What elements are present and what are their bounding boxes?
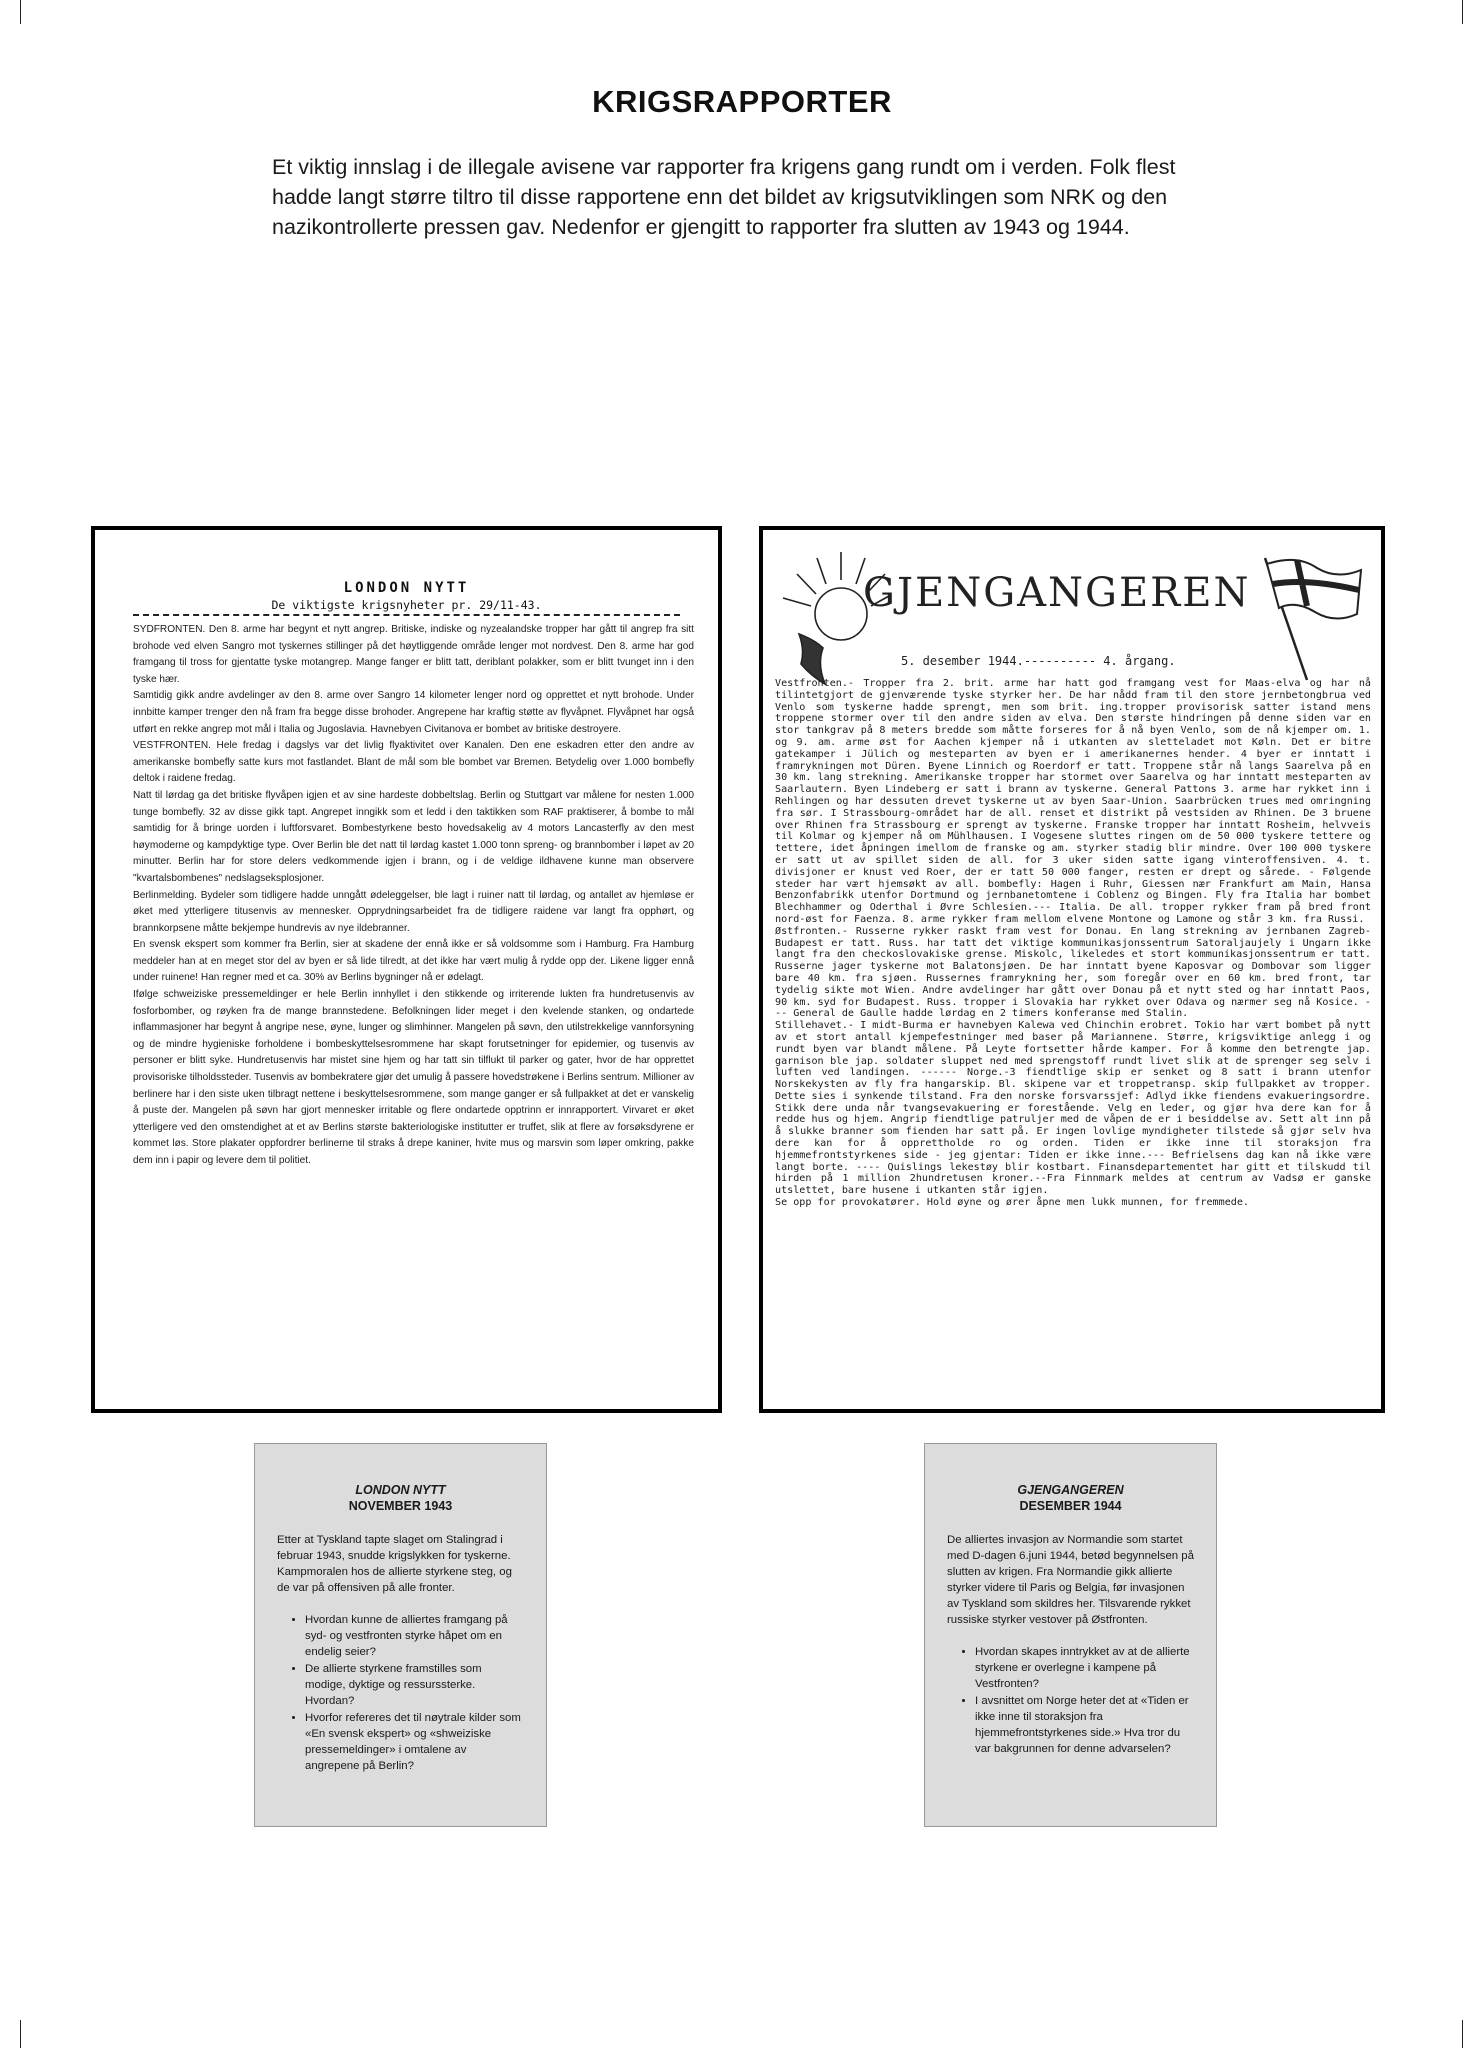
crop-mark-top-right [1462,0,1463,24]
gjengangeren-masthead: GJENGANGEREN [863,570,1251,616]
london-nytt-subtitle: De viktigste krigsnyheter pr. 29/11-43. [271,598,542,612]
gjengangeren-caption-box [924,1443,1217,1827]
question-list [947,1644,1194,1757]
crop-mark-bottom-left [20,2020,21,2048]
intro-paragraph: Et viktig innslag i de illegale avisene var rapporter fra krigens gang rundt om i verden. Folk flest hadde langt større tiltro til disse rapportene enn det bildet av krigsutviklingen som NRK og den nazikontrollerte pressen gav. Nedenfor er gjengitt to rapporter fra slutten av 1943 og 1944. [272,155,1176,239]
question-item: • Hvordan kunne de alliertes framgang på syd- og vestfronten styrke håpet om en endelig seier? [305,1612,524,1660]
london-nytt-scan [91,526,722,1413]
london-nytt-caption-box [254,1443,547,1827]
gjengangeren-body: Vestfronten.- Tropper fra 2. brit. arme har hatt god framgang vest for Maas-elva og har nå tilintetgjort de gjenværende tyske styrker her. De har nådd fram til den store jernbetongbrua ved Venlo som tyskerne hadde sprengt, men som brit. ing.tropper provisorisk satter istand mens troppene stormer over til den andre siden av elva. Den største hindringen på denne siden var en stor tankgrav på 8 meters bredde som måtte forseres for å nå byen Venlo, som de nå kjemper om. 1. og 9. am. arme øst for Aachen kjemper nå i utkanten av sletteladet mot Køln. Det er bitre gatekamper i Jülich og mesteparten av byen er i amerikanernes hender. 4 byer er inntatt i framrykningen mot Düren. Byene Linnich og Roerdorf er tatt. Troppene står nå langs Saarelva på en 30 km. lang strekning. Amerikanske tropper har stormet over Saarelva og har inntatt mesteparten av Saarlautern. Byen Lindeberg er satt i brann av tyskerne. General Pattons 3. arme har rykket inn i Rehlingen og har dessuten drevet tyskerne ut av byen Saar-Union. Saarbrücken trues med omringning fra sør. I Strassbourg-området har de all. renset et distrikt på vestsiden av Rhinen. De 3 bruene over Rhinen fra Strassbourg er sprengt av tyskerne. Franske tropper har inntatt Rosheim, helvveis til Kolmar og kjemper nå om Mühlhausen. I Vogesene sluttes ringen om de 50 000 tyskere tettere og tettere, idet åpningen imellom de franske og am. styrker stadig blir mindre. Over 100 000 tyskere er satt ut av spillet siden de all. for 3 uker siden satte igang vinteroffensiven. 4. t. divisjoner er knust ved Roer, der er tatt 50 000 fanger, resten er drept og sårede. - Følgende steder har vært hjemsøkt av all. bombefly: Hagen i Ruhr, Giessen nær Frankfurt am Main, Hansa Benzonfabrikk utenfor Dortmund og jernbanetomtene i Coblenz og Bingen. Fly fra Italia har bombet Blechhammer og Oderthal i Øvre Schlesien.--- Italia. De all. tropper rykker fram på bred front nord-øst for Faenza. 8. arme rykker fram mellom elvene Montone og Lamone og står 3 km. fra Russi. Østfronten.- Russerne rykker raskt fram vest for Donau. En lang strekning av jernbanen Zagreb-Budapest er tatt. Russ. har tatt det viktige kommunikasjonssentrum Satoraljaujely i Ungarn ikke langt fra den checkoslovakiske grense. Miskolc, likeledes et stort kommunikasjonssentrum er tatt. Russerne jager tyskerne mot Balatonsjøen. De har inntatt byene Kaposvar og Dombovar som ligger bare 40 km. fra sjøen. Russernes framrykning her, som foregår over en 60 km. bred front, tar tydelig sikte mot Wien. Andre avdelinger har gått over Donau på et nytt sted og har inntatt Paos, 90 km. syd for Budapest. Russ. tropper i Slovakia har rykket over Odava og nærmer seg nå Kosice. --- General de Gaulle hadde lørdag en 2 timers konferanse med Stalin. Stillehavet.- I midt-Burma er havnebyen Kalewa ved Chinchin erobret. Tokio har vært bombet på nytt av et stort antall kjempefestninger med baser på Mariannene. Større, krigsviktige anlegg i og rundt byen var blandt målene. På Leyte fortsetter hårde kamper. For å komme den betrengte jap. garnison ble jap. soldater sluppet ned med sprengstoff rundt livet slik at de sprenger seg selv i luften ved landingen. ------ Norge.-3 fiendtlige skip er senket og 8 satt i brann utenfor Norskekysten av fly fra hangarskip. Bl. skipene var et troppetransp. skip fullpakket av tropper. Dette sies i synkende tilstand. Fra den norske forsvarssjef: Adlyd ikke fiendens evakueringsordre. Stikk dere unda når tvangsevakuering er forestående. Velg en leder, og gjør hva dere kan for å redde hus og hjem. Angrip fiendtlige patruljer med de våpen de er i besiddelse av. Sett alt inn på å slukke branner som fienden har satt på. Er ingen lovlige myndigheter tilstede så gjør selv hva dere kan for å opprettholde ro og orden. Tiden er ikke inne til storaksjon fra hjemmefrontstyrkenes side - jeg gjentar: Tiden er ikke inne.--- Befrielsens dag kan nå ikke være langt borte. ---- Quislings lekestøy blir kostbart. Finansdepartementet har gitt et tilskudd til hirden på 1 million 2hundretusen kroner.--Fra Finnmark meldes at centrum av Vadsø er ganske utslettet, bare husene i utkanten står igjen. Se opp for provokatører. Hold øyne og ører åpne men lukk munnen, for fremmede. [775,678,1371,1209]
sunrise-map-illustration [771,544,901,694]
gjengangeren-scan [759,526,1385,1413]
question-item: • De allierte styrkene framstilles som modige, dyktige og ressurssterke. Hvordan? [305,1661,524,1709]
caption-title: LONDON NYTT [355,1483,446,1497]
caption-date: NOVEMBER 1943 [348,1499,453,1513]
dashed-rule [133,614,680,616]
caption-date: DESEMBER 1944 [1019,1499,1122,1513]
crop-mark-bottom-right [1462,2020,1463,2048]
question-list [277,1612,524,1774]
caption-text: Etter at Tyskland tapte slaget om Stalingrad i februar 1943, snudde krigslykken for tyskerne. Kampmoralen hos de allierte styrkene steg, og de var på offensiven på alle fronter. [277,1534,512,1594]
page-title: KRIGSRAPPORTER [592,84,892,119]
london-nytt-masthead: LONDON NYTT [343,580,470,596]
london-nytt-body: SYDFRONTEN. Den 8. arme har begynt et nytt angrep. Britiske, indiske og nyzealandske tropper har gått til angrep fra sitt brohode ved elven Sangro mot tyskernes stillinger på det høytliggende område lenger mot nordvest. Den 8. arme har god framgang til tross for gjentatte tyske motangrep. Mange fanger er blitt tatt, deriblant polakker, som er blitt tvunget inn i den tyske hær. Samtidig gikk andre avdelinger av den 8. arme over Sangro 14 kilometer lenger nord og opprettet et nytt brohode. Under innbitte kamper trenger den nå fram fra begge disse brohoder. Angrepene har kraftig støtte av flyvåpnet. Flyvåpnet har også utført en rekke angrep mot mål i Italia og Jugoslavia. Havnebyen Civitanova er bombet av britiske destroyere. VESTFRONTEN. Hele fredag i dagslys var det livlig flyaktivitet over Kanalen. Den ene eskadren etter den andre av amerikanske bombefly satte kurs mot fastlandet. Blant de mål som ble bombet var Bremen. Betydelig over 1.000 bombefly deltok i raidene fredag. Natt til lørdag ga det britiske flyvåpen igjen et av sine hardeste dobbeltslag. Berlin og Stuttgart var målene for nesten 1.000 tunge bombefly. 32 av disse gikk tapt. Angrepet inngikk som et ledd i den taktikken som RAF praktiserer, å bombe to mål samtidig for å bringe uorden i luftforsvaret. Bombestyrkene besto hovedsakelig av 4 motors Lancasterfly av den mest høymoderne og kampdyktige type. Over Berlin ble det natt til lørdag kastet 1.000 tonn spreng- og brannbomber i løpet av 20 minutter. Berlin har for store delers vedkommende igjen i brann, og i de veldige ildhavene kunne man observere "kvartalsbombenes" nedslagseksplosjoner. Berlinmelding. Bydeler som tidligere hadde unngått ødeleggelser, ble lagt i ruiner natt til lørdag, og antallet av hjemløse er øket med ytterligere titusenvis av mennesker. Opprydningsarbeidet fra de tidligere raidene var langt fra opphørt, og brannkorpsene måtte bekjempe hundrevis av nye ildebranner. En svensk ekspert som kommer fra Berlin, sier at skadene der ennå ikke er så voldsomme som i Hamburg. Fra Hamburg meddeler han at en meget stor del av byen er så lide tilredt, at det ikke har vært mulig å rydde opp der. Likene ligger ennå under ruinene! Han regner med et ca. 30% av Berlins bygninger nå er ødelagt. Ifølge schweiziske pressemeldinger er hele Berlin innhyllet i den stikkende og irriterende lukten fra hundretusenvis av fosforbomber, og røyken fra de mange brannstedene. Befolkningen lider meget i den kvelende stanken, og ondartede inflammasjoner har begynt å angripe nese, øyne, lunger og slimhinner. Mangelen på søvn, den utilstrekkelige vannforsyning og de mindre hygieniske forholdene i bombeskyttelsesrommene har skapt forutsetninger for epidemier, og tusenvis av personer er blitt syke. Hundretusenvis har mistet sine hjem og har tatt sin tilflukt til parker og gater, hvor de har opprettet provisoriske tilholdssteder. Tusenvis av bombekratere gjør det umulig å passere hovedstrøkene i Berlins sentrum. Millioner av berlinere har i den siste uken tilbragt nettene i beskyttelsesrommene, som mange ganger er så fullpakket at det er vanskelig å puste der. Mangelen på søvn har gjort mennesker irritable og flere ondartede opptrinn er innrapportert. Virvaret er øket ytterligere ved den omstendighet at et av Berlins største bakteriologiske institutter er truffet, slik at flere av forsøksdyrene er kommet løs. Store plakater oppfordrer berlinerne til straks å drepe kaniner, hvite mus og marsvin som løper omkring, pakke dem inn i papir og levere dem til politiet. [133,624,694,1166]
gjengangeren-dateline: 5. desember 1944.---------- 4. årgang. [901,654,1176,668]
caption-title: GJENGANGEREN [1017,1483,1124,1497]
question-item: • Hvordan skapes inntrykket av at de allierte styrkene er overlegne i kampene på Vestfronten? [975,1644,1194,1692]
question-item: • Hvorfor refereres det til nøytrale kilder som «En svensk ekspert» og «shweiziske pressemeldinger» i omtalene av angrepene på Berlin? [305,1710,524,1774]
caption-text: De alliertes invasjon av Normandie som startet med D-dagen 6.juni 1944, betød begynnelsen på slutten av krigen. Fra Normandie gikk allierte styrker videre til Paris og Belgia, før invasjonen av Tyskland som skildres her. Tilsvarende rykket russiske styrker vestover på Østfronten. [947,1534,1194,1626]
question-item: • I avsnittet om Norge heter det at «Tiden er ikke inne til storaksjon fra hjemmefrontstyrkenes side.» Hva tror du var bakgrunnen for denne advarselen? [975,1693,1194,1757]
flag-illustration [1257,554,1367,684]
crop-mark-top-left [20,0,21,24]
